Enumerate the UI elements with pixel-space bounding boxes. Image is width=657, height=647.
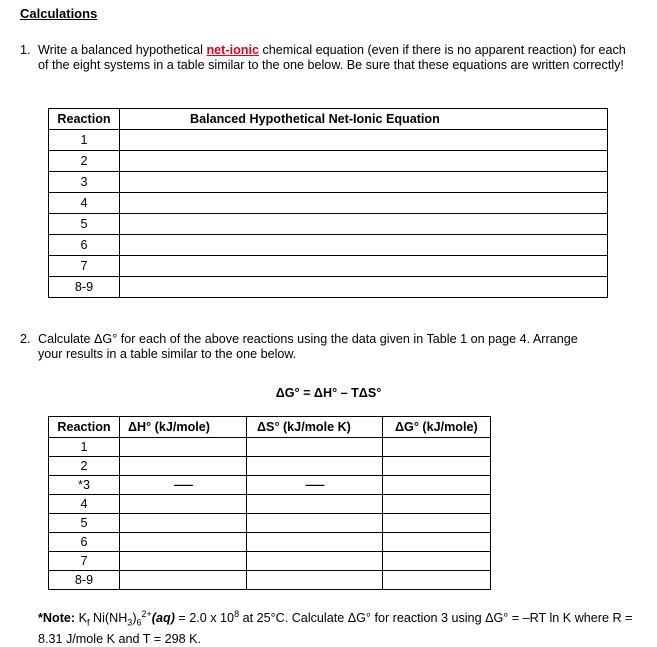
reaction-number: 7 [49,256,120,277]
table2-header-dh: ΔH° (kJ/mole) [120,417,247,438]
table-row [49,533,491,552]
reaction-number: 2 [49,457,120,476]
dg-cell [383,571,491,590]
note-rest: at 25°C. Calculate ΔG° for reaction 3 using ΔG° = –RT ln K where R = 8.31 J/mole K and T = 298 K. [38,611,633,646]
ds-cell [247,571,383,590]
ds-cell [247,552,383,571]
q1-text-before: Write a balanced hypothetical [38,43,207,57]
dg-cell [383,514,491,533]
equation-cell [120,277,608,298]
reaction-number: 6 [49,235,120,256]
complex-part-b: ) [132,611,137,626]
complex-part-a: Ni(NH [89,611,128,626]
section-heading: Calculations [20,6,98,21]
reaction-number: 1 [49,130,120,151]
complex-subscript-6: 6 [136,617,142,628]
equation-cell [120,193,608,214]
dg-cell [383,438,491,457]
reaction-number: 8-9 [49,571,120,590]
table-row [49,277,608,298]
equation-cell [120,172,608,193]
dh-cell [120,457,247,476]
footnote [38,606,638,647]
reaction-number: 4 [49,193,120,214]
reaction-number: 2 [49,151,120,172]
aqueous-label: (aq) [151,611,175,626]
table-row [49,495,491,514]
reaction-number: 5 [49,514,120,533]
ds-cell [247,533,383,552]
reaction-number: 1 [49,438,120,457]
ds-cell [247,438,383,457]
equation-cell [120,151,608,172]
table-row [49,214,608,235]
gibbs-table [48,416,491,590]
question-2-number: 2. [20,332,31,346]
dg-cell [383,457,491,476]
dg-cell [383,476,491,495]
q1-text-after: chemical equation (even if there is no apparent reaction) for each of the eight systems in a table similar to the one below. Be sure that these equations are written correctly! [38,43,626,72]
equation-cell [120,130,608,151]
question-1-text [38,43,628,73]
net-ionic-highlight: net-ionic [206,43,259,57]
kf-subscript: f [87,617,90,628]
table1-header-reaction: Reaction [49,109,120,130]
reaction-number: 3 [49,172,120,193]
complex-charge: 2+ [141,609,152,619]
reaction-number: 6 [49,533,120,552]
gibbs-formula: ΔG° = ΔH° – TΔS° [275,386,382,400]
dh-cell [120,552,247,571]
dg-cell [383,552,491,571]
equation-cell [120,256,608,277]
table-row [49,438,491,457]
dg-cell [383,495,491,514]
table2-header-dg: ΔG° (kJ/mole) [383,417,491,438]
table-row [49,256,608,277]
table1-header-equation: Balanced Hypothetical Net-Ionic Equation [120,109,608,130]
note-label: *Note: [38,611,76,626]
table-row [49,457,491,476]
ds-cell [247,514,383,533]
dg-cell [383,533,491,552]
table-row [49,193,608,214]
table-row [49,552,491,571]
kf-value: = 2.0 x 10 [174,611,235,626]
reaction-number: 8-9 [49,277,120,298]
kf-exponent: 8 [234,609,240,619]
equation-cell [120,235,608,256]
dh-cell [120,514,247,533]
kf-symbol: K [78,611,87,626]
table-row [49,151,608,172]
ds-cell [247,495,383,514]
dh-cell [120,495,247,514]
reaction-number: 5 [49,214,120,235]
dh-cell [120,533,247,552]
dh-cell [120,438,247,457]
table2-header-ds: ΔS° (kJ/mole K) [247,417,383,438]
dh-cell: -------- [120,476,247,495]
ds-cell [247,457,383,476]
table-row [49,235,608,256]
table-row [49,476,491,495]
question-1-number: 1. [20,43,31,57]
table-row [49,514,491,533]
reaction-number: 7 [49,552,120,571]
dh-cell [120,571,247,590]
table-row [49,571,491,590]
table2-header-reaction: Reaction [49,417,120,438]
reaction-number: *3 [49,476,120,495]
question-2-text: Calculate ΔG° for each of the above reactions using the data given in Table 1 on page 4. Arrange your results in a table similar to the one below. [38,332,578,361]
table-row [49,130,608,151]
ds-cell: -------- [247,476,383,495]
equation-table [48,108,608,298]
table-row [49,172,608,193]
reaction-number: 4 [49,495,120,514]
complex-subscript: 3 [127,617,133,628]
equation-cell [120,214,608,235]
